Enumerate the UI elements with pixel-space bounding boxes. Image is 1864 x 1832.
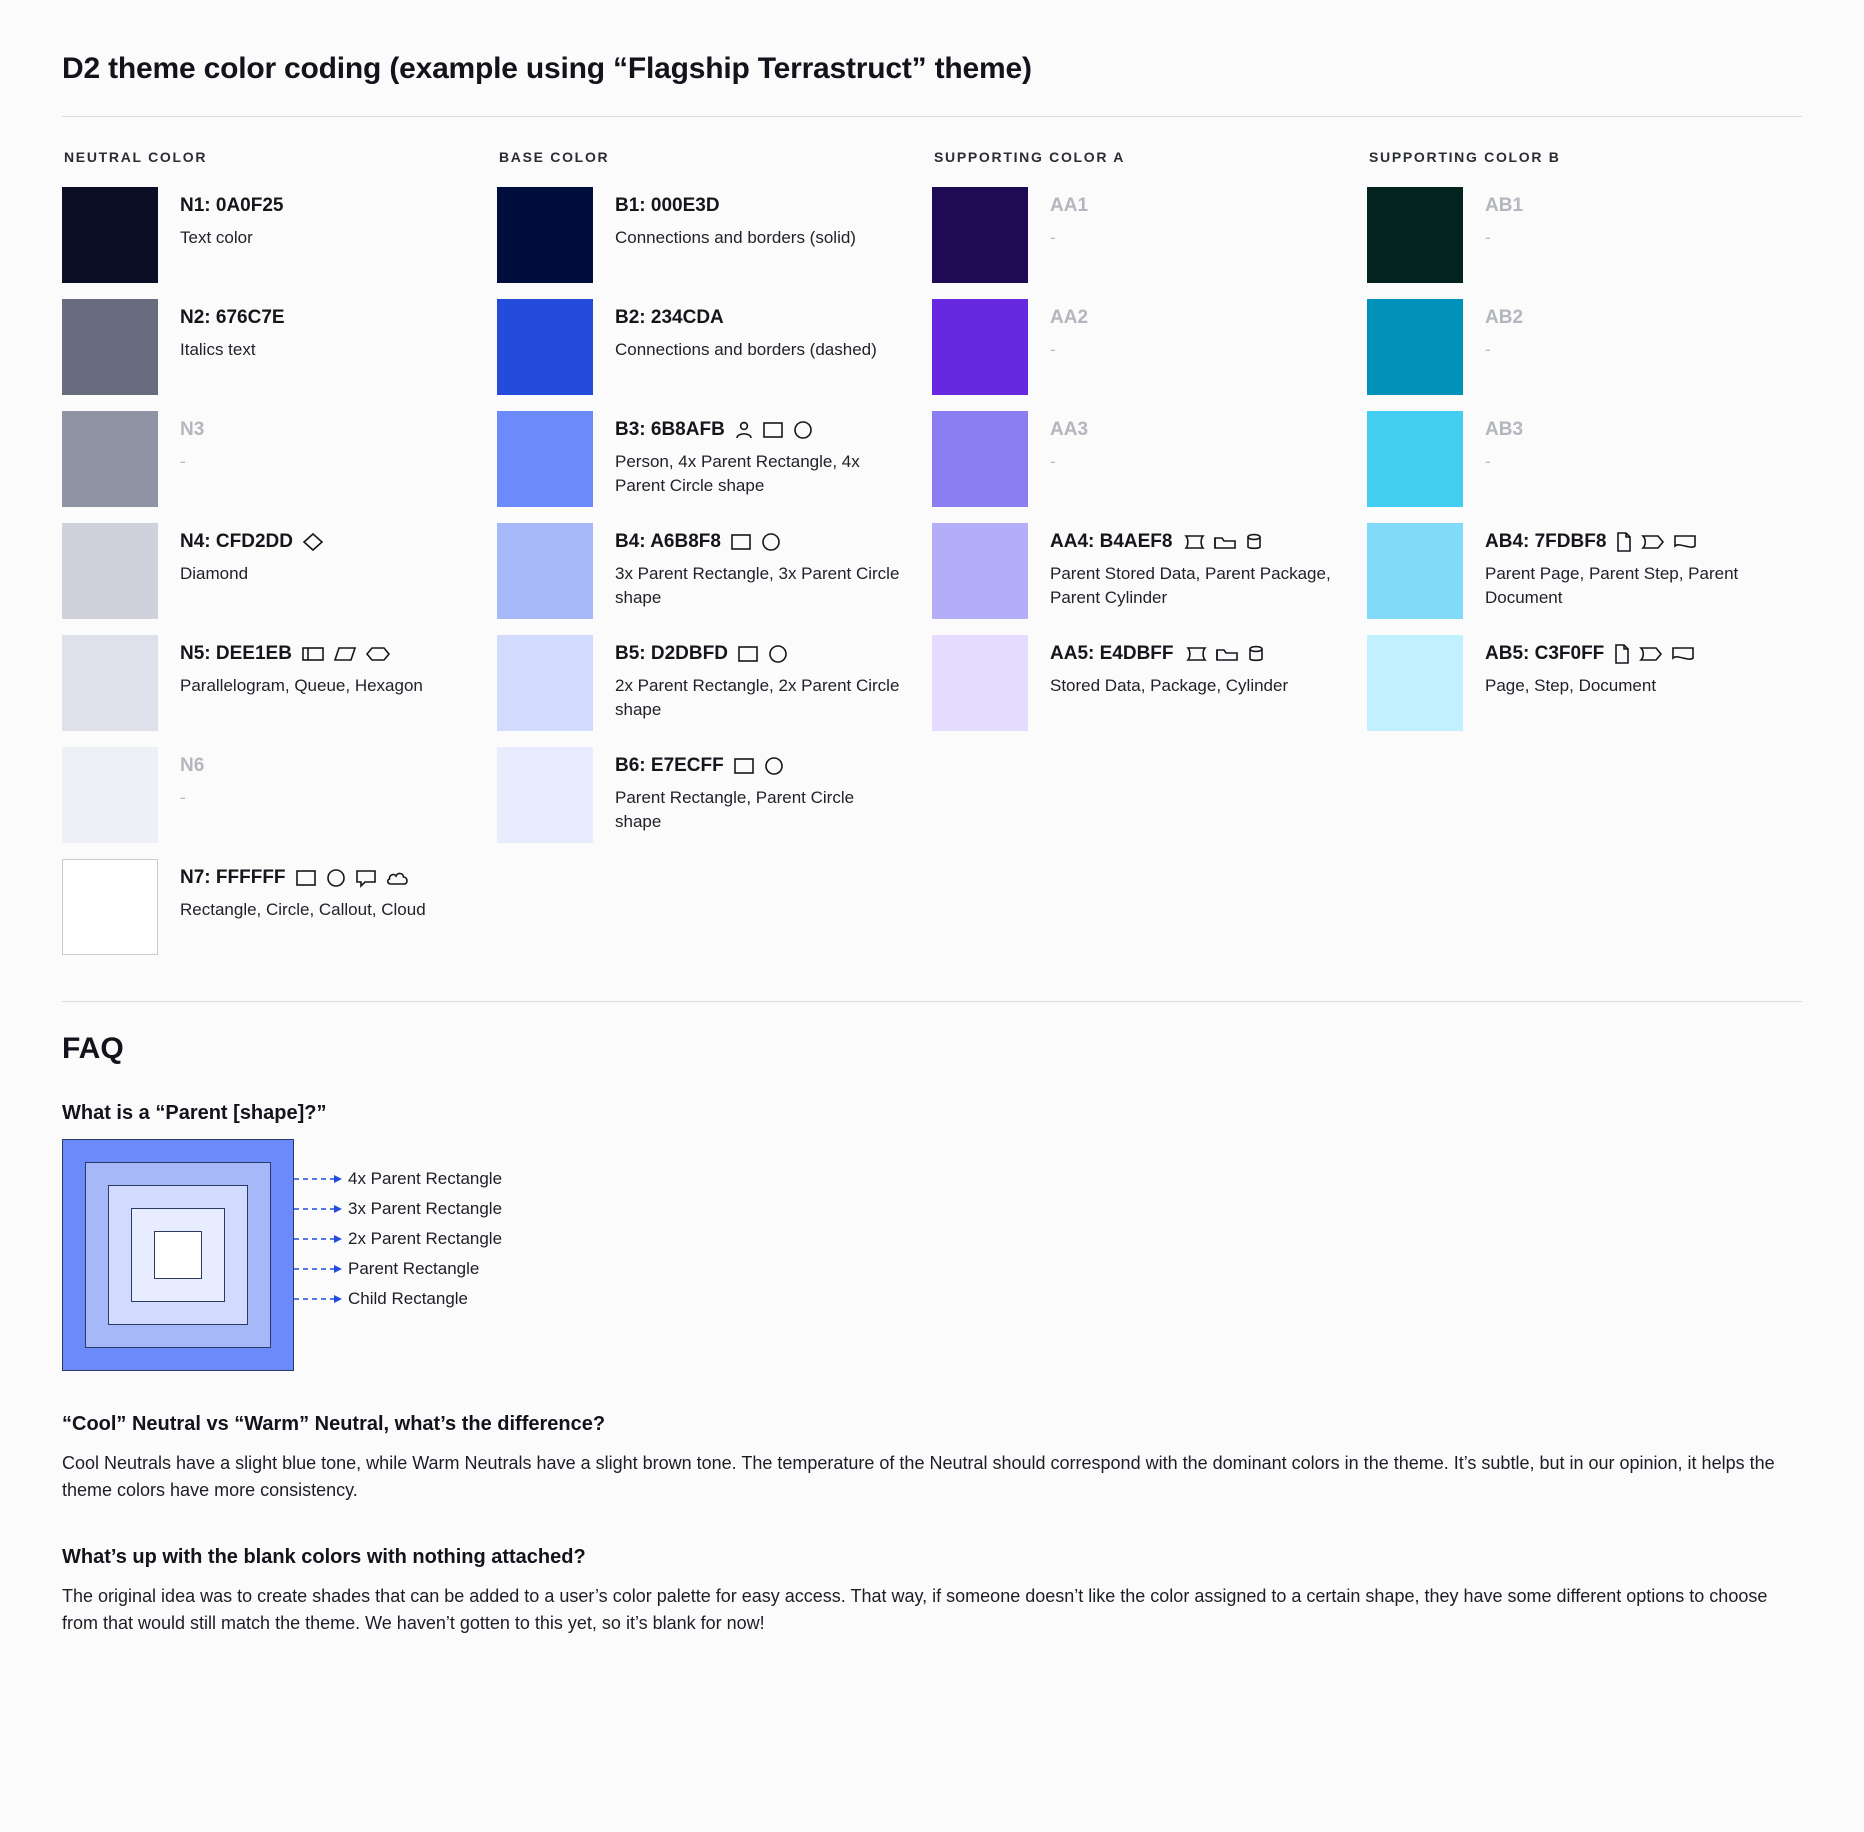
circle-icon xyxy=(760,532,782,552)
cylinder-icon xyxy=(1245,532,1263,552)
color-swatch xyxy=(932,635,1028,731)
color-swatch xyxy=(62,859,158,955)
color-usage-description: Page, Step, Document xyxy=(1485,675,1657,695)
color-usage-description: Rectangle, Circle, Callout, Cloud xyxy=(180,899,426,919)
shape-icon-group xyxy=(737,644,789,664)
color-column xyxy=(1367,149,1802,747)
color-row xyxy=(497,747,908,843)
color-row xyxy=(1367,299,1778,395)
color-usage-description: - xyxy=(1050,227,1056,247)
color-code-text: B3: 6B8AFB xyxy=(615,419,725,440)
color-row-text xyxy=(1050,411,1088,474)
color-usage-description: Connections and borders (dashed) xyxy=(615,339,877,359)
color-usage-description: - xyxy=(180,787,186,807)
color-code-text: N4: CFD2DD xyxy=(180,531,293,552)
color-row-text xyxy=(1050,523,1340,611)
faq-heading: FAQ xyxy=(62,1032,124,1065)
color-swatch xyxy=(932,299,1028,395)
color-code-text: AB5: C3F0FF xyxy=(1485,643,1605,664)
color-code-label xyxy=(180,531,324,554)
color-code-text: AB3 xyxy=(1485,419,1524,440)
color-swatch xyxy=(62,747,158,843)
color-code-label xyxy=(615,195,856,218)
rectangle-icon xyxy=(730,532,752,552)
color-row-text xyxy=(1485,411,1523,474)
color-swatch xyxy=(497,747,593,843)
color-usage-description: Italics text xyxy=(180,339,256,359)
color-row xyxy=(497,635,908,731)
color-code-text: N7: FFFFFF xyxy=(180,867,286,888)
color-code-label xyxy=(615,419,905,442)
color-code-label xyxy=(615,307,877,330)
color-row-text xyxy=(615,635,905,723)
color-code-label xyxy=(1050,643,1288,666)
color-code-text: B1: 000E3D xyxy=(615,195,720,216)
color-row xyxy=(62,187,473,283)
color-row xyxy=(932,187,1343,283)
color-usage-description: Person, 4x Parent Rectangle, 4x Parent Circle shape xyxy=(615,451,860,496)
color-row-text xyxy=(615,299,877,362)
color-row xyxy=(62,635,473,731)
color-row xyxy=(932,299,1343,395)
color-code-text: AB4: 7FDBF8 xyxy=(1485,531,1607,552)
document-icon xyxy=(1671,644,1695,664)
parallelogram-icon xyxy=(333,644,357,664)
color-code-text: N1: 0A0F25 xyxy=(180,195,284,216)
color-code-label xyxy=(180,307,285,330)
color-code-label xyxy=(180,867,426,890)
circle-icon xyxy=(763,756,785,776)
color-row-text xyxy=(180,523,324,586)
document-icon xyxy=(1673,532,1697,552)
color-code-text: AA4: B4AEF8 xyxy=(1050,531,1173,552)
color-swatch xyxy=(62,411,158,507)
color-code-label xyxy=(180,643,423,666)
step-icon xyxy=(1641,532,1665,552)
color-code-label xyxy=(1485,531,1775,554)
color-row xyxy=(1367,411,1778,507)
title-divider xyxy=(62,116,1802,117)
color-code-label xyxy=(615,643,905,666)
callout-icon xyxy=(355,868,377,888)
color-swatch xyxy=(497,411,593,507)
color-swatch xyxy=(1367,299,1463,395)
color-row-text xyxy=(1485,523,1775,611)
color-usage-description: - xyxy=(1050,339,1056,359)
color-usage-description: Connections and borders (solid) xyxy=(615,227,856,247)
stored-data-icon xyxy=(1181,532,1205,552)
color-swatch xyxy=(497,523,593,619)
color-row xyxy=(497,299,908,395)
color-columns xyxy=(62,149,1802,971)
color-row-text xyxy=(1050,187,1088,250)
color-code-label xyxy=(180,419,204,442)
nested-rectangle-label: 3x Parent Rectangle xyxy=(348,1199,503,1218)
color-row xyxy=(1367,635,1778,731)
color-usage-description: 3x Parent Rectangle, 3x Parent Circle shape xyxy=(615,563,900,608)
color-column xyxy=(497,149,932,859)
color-row xyxy=(932,411,1343,507)
nested-rectangle-label: 2x Parent Rectangle xyxy=(348,1229,503,1248)
color-row xyxy=(497,523,908,619)
color-row-text xyxy=(180,635,423,698)
color-code-text: N3 xyxy=(180,419,205,440)
page-icon xyxy=(1615,531,1633,553)
color-code-label xyxy=(1485,419,1523,442)
color-row-text xyxy=(615,411,905,499)
color-swatch xyxy=(1367,187,1463,283)
faq-question-3: What’s up with the blank colors with nothing attached? xyxy=(62,1546,586,1568)
parent-shape-diagram xyxy=(62,1139,1802,1371)
color-code-label xyxy=(1485,195,1523,218)
shape-icon-group xyxy=(302,532,324,552)
hexagon-icon xyxy=(365,644,391,664)
color-swatch xyxy=(62,523,158,619)
color-row xyxy=(497,411,908,507)
color-swatch xyxy=(497,187,593,283)
nested-rectangle-label: Parent Rectangle xyxy=(348,1259,480,1278)
color-swatch xyxy=(62,187,158,283)
color-code-text: AB2 xyxy=(1485,307,1524,328)
color-row-text xyxy=(1485,635,1695,698)
color-row xyxy=(62,299,473,395)
color-row-text xyxy=(615,747,905,835)
color-row-text xyxy=(1485,187,1523,250)
color-usage-description: Text color xyxy=(180,227,253,247)
color-usage-description: Diamond xyxy=(180,563,249,583)
color-row-text xyxy=(615,187,856,250)
column-heading: BASE COLOR xyxy=(499,149,610,165)
color-usage-description: - xyxy=(1485,339,1491,359)
color-swatch xyxy=(62,635,158,731)
color-swatch xyxy=(1367,635,1463,731)
faq-answer-2: Cool Neutrals have a slight blue tone, while Warm Neutrals have a slight brown tone. The temperature of the Neutral should correspond with the dominant colors in the theme. It’s subtle, but in our opinion, it helps the theme colors have more consistency. xyxy=(62,1453,1775,1500)
cylinder-icon xyxy=(1247,644,1265,664)
color-code-text: B2: 234CDA xyxy=(615,307,724,328)
color-column xyxy=(932,149,1367,747)
queue-icon xyxy=(301,644,325,664)
package-icon xyxy=(1215,644,1239,664)
circle-icon xyxy=(767,644,789,664)
circle-icon xyxy=(325,868,347,888)
color-code-text: N5: DEE1EB xyxy=(180,643,292,664)
color-usage-description: - xyxy=(180,451,186,471)
color-swatch xyxy=(62,299,158,395)
shape-icon-group xyxy=(295,868,411,888)
color-usage-description: Parent Rectangle, Parent Circle shape xyxy=(615,787,855,832)
color-usage-description: - xyxy=(1050,451,1056,471)
shape-icon-group xyxy=(301,644,391,664)
color-row xyxy=(932,523,1343,619)
color-row xyxy=(62,411,473,507)
color-code-label xyxy=(180,195,284,218)
faq-question-1: What is a “Parent [shape]?” xyxy=(62,1102,327,1124)
color-code-label xyxy=(1050,195,1088,218)
color-code-label xyxy=(1050,419,1088,442)
shape-icon-group xyxy=(730,532,782,552)
rectangle-icon xyxy=(295,868,317,888)
column-heading: NEUTRAL COLOR xyxy=(64,149,208,165)
faq-divider xyxy=(62,1001,1802,1002)
stored-data-icon xyxy=(1183,644,1207,664)
color-row xyxy=(932,635,1343,731)
color-code-label xyxy=(1050,307,1088,330)
color-usage-description: Parent Stored Data, Parent Package, Parent Cylinder xyxy=(1050,563,1331,608)
color-code-label xyxy=(1485,643,1695,666)
color-row xyxy=(62,523,473,619)
color-code-text: AA2 xyxy=(1050,307,1089,328)
color-code-text: AA3 xyxy=(1050,419,1089,440)
color-code-text: B6: E7ECFF xyxy=(615,755,724,776)
nested-rectangle-labels xyxy=(294,1139,814,1371)
color-swatch xyxy=(1367,411,1463,507)
nested-rectangle-label: 4x Parent Rectangle xyxy=(348,1169,503,1188)
cloud-icon xyxy=(385,868,411,888)
color-swatch xyxy=(932,523,1028,619)
color-row xyxy=(62,859,473,955)
color-row-text xyxy=(180,747,204,810)
person-icon xyxy=(734,420,754,440)
rectangle-icon xyxy=(733,756,755,776)
color-usage-description: Stored Data, Package, Cylinder xyxy=(1050,675,1289,695)
color-code-label xyxy=(1050,531,1340,554)
color-row xyxy=(62,747,473,843)
color-code-text: AB1 xyxy=(1485,195,1524,216)
color-swatch xyxy=(1367,523,1463,619)
color-swatch xyxy=(497,635,593,731)
shape-icon-group xyxy=(1183,644,1265,664)
color-code-text: AA1 xyxy=(1050,195,1089,216)
color-code-text: AA5: E4DBFF xyxy=(1050,643,1174,664)
shape-icon-group xyxy=(734,420,814,440)
shape-icon-group xyxy=(1615,531,1697,553)
nested-rectangle-level-5 xyxy=(154,1231,202,1279)
color-usage-description: - xyxy=(1485,227,1491,247)
rectangle-icon xyxy=(737,644,759,664)
rectangle-icon xyxy=(762,420,784,440)
color-row-text xyxy=(180,299,285,362)
color-code-text: N2: 676C7E xyxy=(180,307,285,328)
color-row xyxy=(497,187,908,283)
color-row-text xyxy=(180,187,284,250)
column-heading: SUPPORTING COLOR A xyxy=(934,149,1126,165)
shape-icon-group xyxy=(1613,643,1695,665)
package-icon xyxy=(1213,532,1237,552)
column-heading: SUPPORTING COLOR B xyxy=(1369,149,1561,165)
color-code-text: N6 xyxy=(180,755,205,776)
color-code-text: B5: D2DBFD xyxy=(615,643,728,664)
color-code-text: B4: A6B8F8 xyxy=(615,531,721,552)
color-row xyxy=(1367,187,1778,283)
shape-icon-group xyxy=(733,756,785,776)
page-icon xyxy=(1613,643,1631,665)
color-code-label xyxy=(615,755,905,778)
color-usage-description: 2x Parent Rectangle, 2x Parent Circle shape xyxy=(615,675,900,720)
nested-rectangles xyxy=(62,1139,294,1371)
color-row-text xyxy=(1485,299,1523,362)
diamond-icon xyxy=(302,532,324,552)
page-title: D2 theme color coding (example using “Flagship Terrastruct” theme) xyxy=(62,52,1032,85)
step-icon xyxy=(1639,644,1663,664)
faq-answer-3: The original idea was to create shades that can be added to a user’s color palette for easy access. That way, if someone doesn’t like the color assigned to a certain shape, they have some different options to choose from that would still match the theme. We haven’t gotten to this yet, so it’s blank for now! xyxy=(62,1586,1768,1633)
color-code-label xyxy=(615,531,905,554)
shape-icon-group xyxy=(1181,532,1263,552)
color-swatch xyxy=(932,411,1028,507)
color-code-label xyxy=(1485,307,1523,330)
color-code-label xyxy=(180,755,204,778)
color-swatch xyxy=(932,187,1028,283)
nested-rectangle-label: Child Rectangle xyxy=(348,1289,469,1308)
color-column xyxy=(62,149,497,971)
color-row-text xyxy=(180,859,426,922)
color-usage-description: Parent Page, Parent Step, Parent Document xyxy=(1485,563,1739,608)
color-swatch xyxy=(497,299,593,395)
circle-icon xyxy=(792,420,814,440)
color-usage-description: - xyxy=(1485,451,1491,471)
color-row xyxy=(1367,523,1778,619)
faq-question-2: “Cool” Neutral vs “Warm” Neutral, what’s the difference? xyxy=(62,1413,606,1435)
color-row-text xyxy=(1050,635,1288,698)
color-row-text xyxy=(180,411,204,474)
color-usage-description: Parallelogram, Queue, Hexagon xyxy=(180,675,423,695)
color-row-text xyxy=(1050,299,1088,362)
color-row-text xyxy=(615,523,905,611)
